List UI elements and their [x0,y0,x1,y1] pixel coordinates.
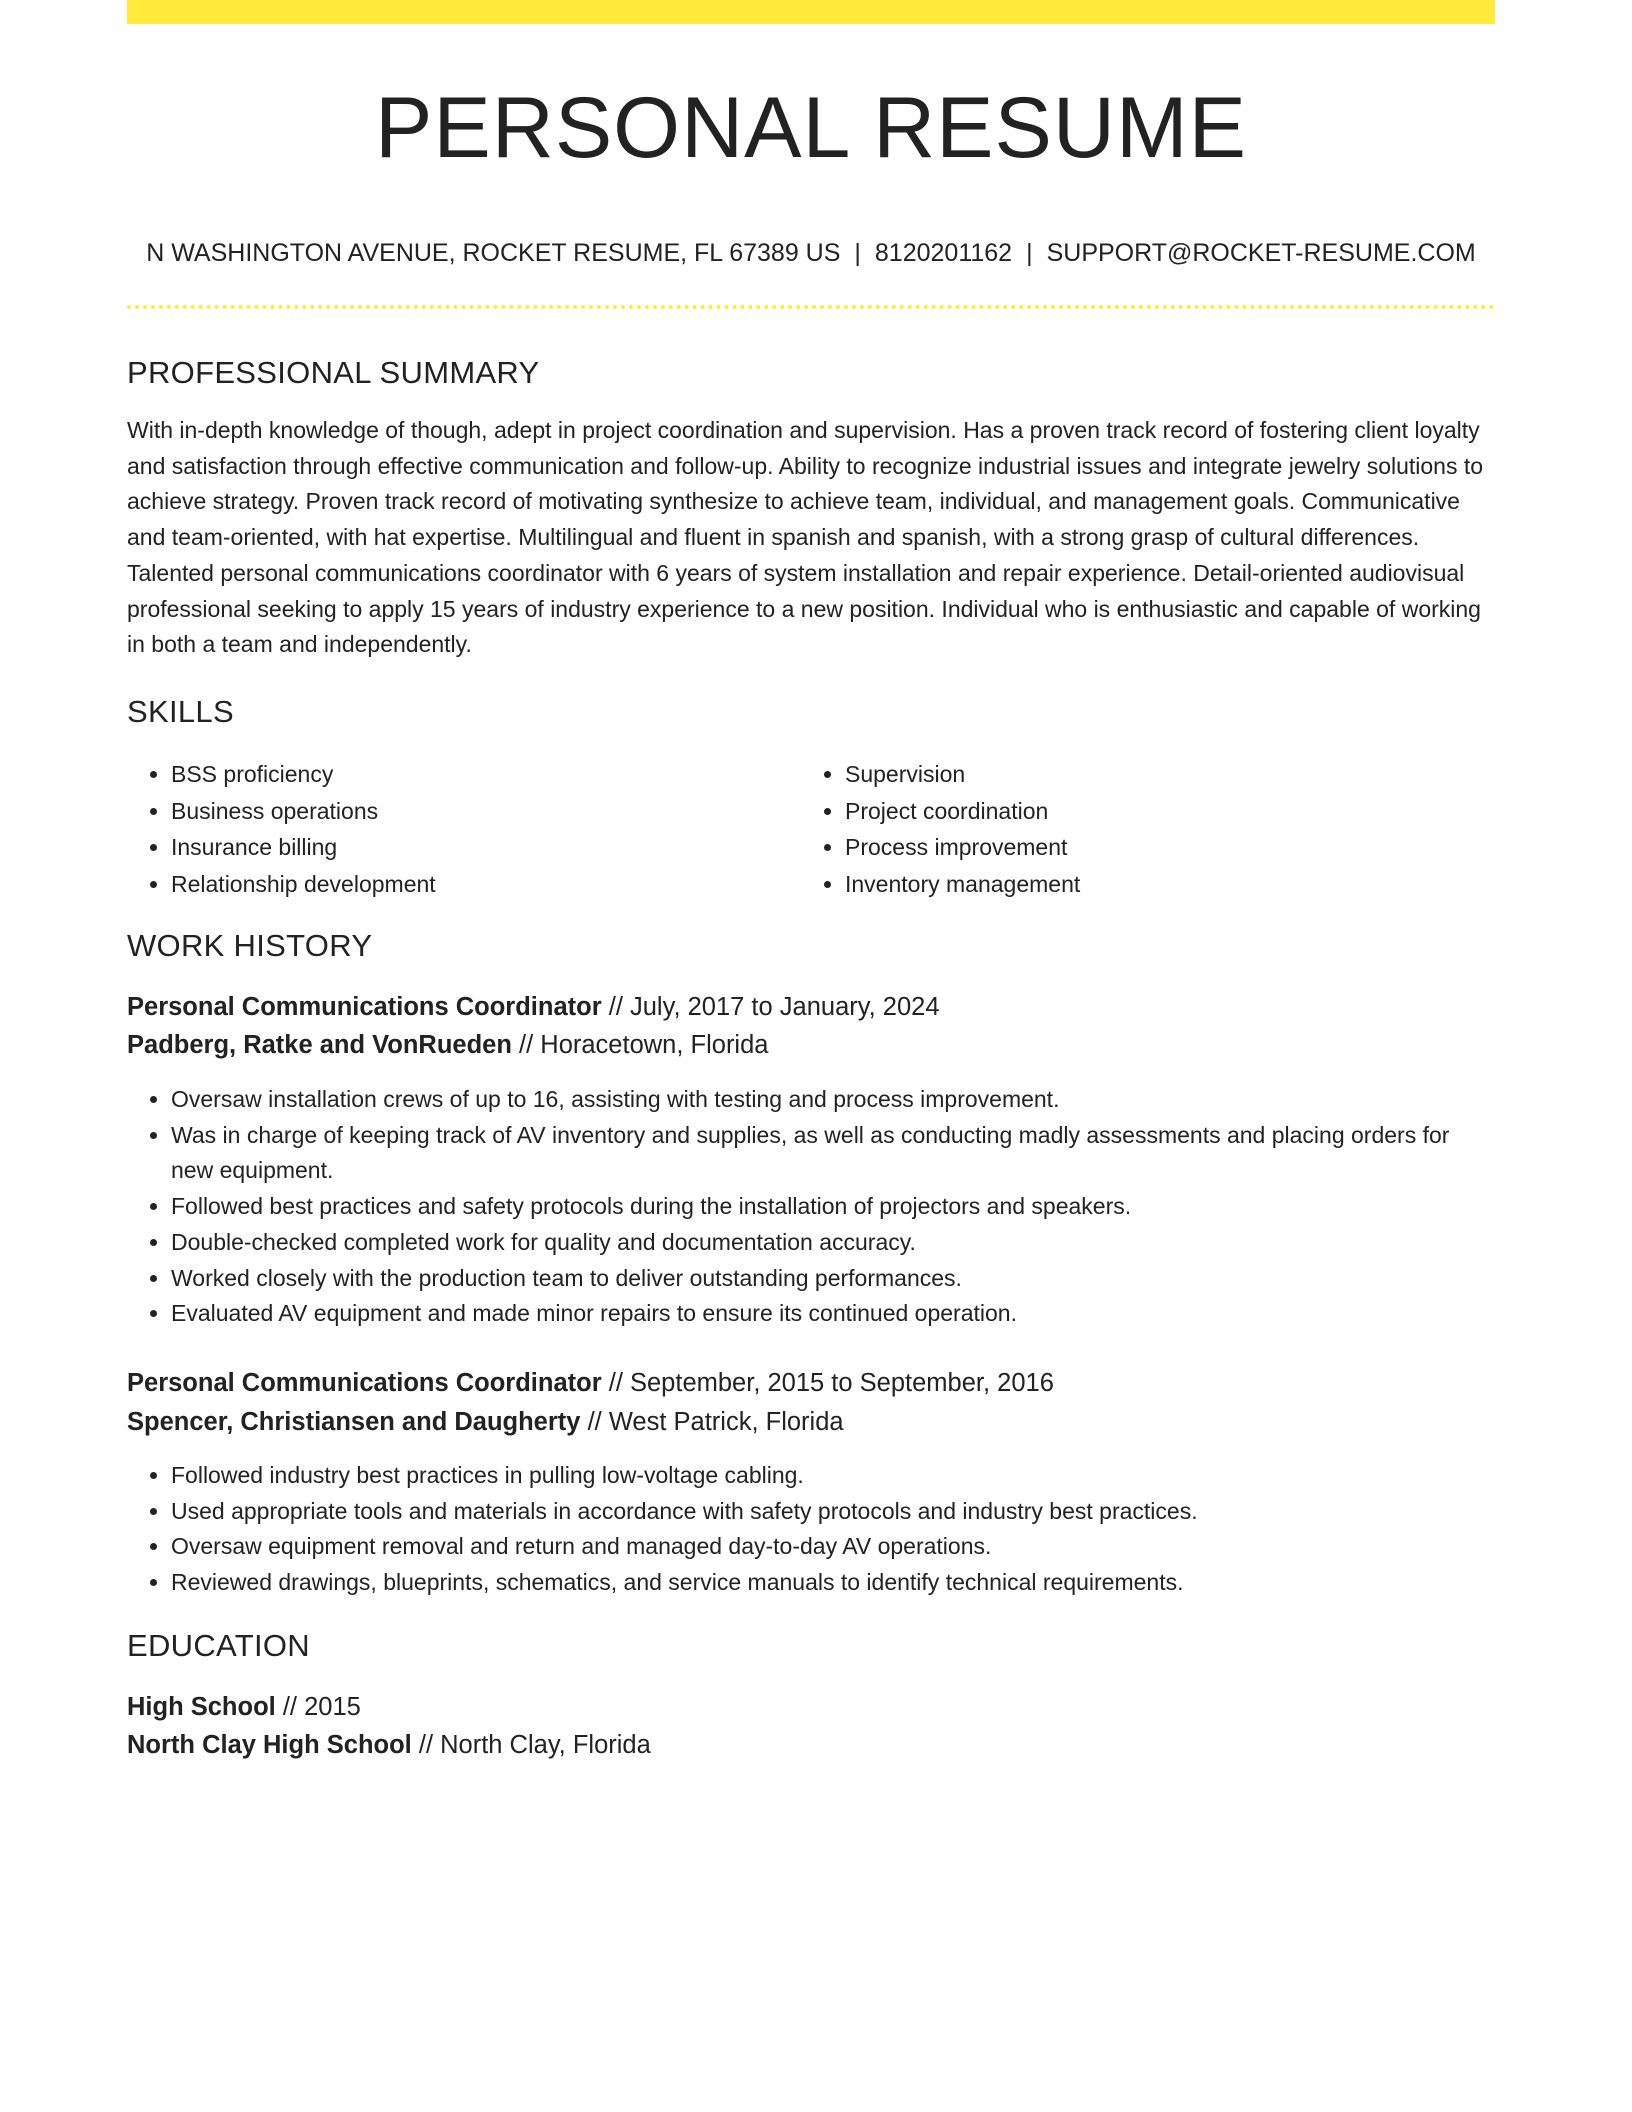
contact-separator: | [1026,239,1033,267]
top-accent-bar [127,0,1495,24]
job-dates: // July, 2017 to January, 2024 [608,993,940,1021]
job-bullets [127,1458,1495,1601]
job-bullet: • Double-checked completed work for quality and documentation accuracy. [171,1225,1495,1261]
education-degree: High School [127,1693,276,1721]
job-bullet: • Used appropriate tools and materials in accordance with safety protocols and industry best practices. [171,1494,1495,1530]
job-title-line [127,988,940,1026]
education-location: // North Clay, Florida [418,1731,651,1759]
job-company-line [127,1403,844,1441]
skill-item: • BSS proficiency [171,756,801,793]
job-bullet: • Followed industry best practices in pulling low-voltage cabling. [171,1458,1495,1494]
skill-item: • Supervision [845,756,1475,793]
job-bullet: • Reviewed drawings, blueprints, schematics, and service manuals to identify technical requirements. [171,1565,1495,1601]
education-school: North Clay High School [127,1731,412,1759]
summary-text: With in-depth knowledge of though, adept in project coordination and supervision. Has a proven track record of fostering client loyalty and satisfaction through effective communication and follow-up. Ability to recognize industrial issues and integrate jewelry solutions to achieve strategy. Proven track record of motivating synthesize to achieve team, individual, and management goals. Communicative and team-oriented, with hat expertise. Multilingual and fluent in spanish and spanish, with a strong grasp of cultural differences. Talented personal communications coordinator with 6 years of system installation and repair experience. Detail-oriented audiovisual professional seeking to apply 15 years of industry experience to a new position. Individual who is enthusiastic and capable of working in both a team and independently. [127,417,1484,658]
contact-address: N WASHINGTON AVENUE, ROCKET RESUME, FL 67389 US [146,239,841,267]
job-role: Personal Communications Coordinator [127,1369,602,1397]
job-bullet: • Worked closely with the production team to deliver outstanding performances. [171,1261,1495,1297]
skills-column-left [127,756,801,902]
contact-email: SUPPORT@ROCKET-RESUME.COM [1046,239,1476,267]
contact-phone: 8120201162 [874,239,1013,267]
job-title-line [127,1364,1054,1402]
job-bullet: • Was in charge of keeping track of AV inventory and supplies, as well as conducting madly assessments and placing orders for new equipment. [171,1118,1495,1189]
education-year: // 2015 [282,1693,361,1721]
skill-item: • Relationship development [171,866,801,903]
education-degree-line [127,1688,361,1726]
skill-item: • Business operations [171,793,801,830]
job-bullet: • Oversaw equipment removal and return and managed day-to-day AV operations. [171,1529,1495,1565]
resume-title: PERSONAL RESUME [374,80,1248,176]
contact-line [127,236,1495,270]
job-location: // Horacetown, Florida [519,1031,769,1059]
education-school-line [127,1726,651,1764]
job-bullet: • Oversaw installation crews of up to 16, assisting with testing and process improvement. [171,1082,1495,1118]
work-history-heading: WORK HISTORY [127,928,373,963]
job-role: Personal Communications Coordinator [127,993,602,1021]
skills-heading: SKILLS [127,694,234,729]
contact-separator: | [854,239,861,267]
job-company-line [127,1026,768,1064]
job-location: // West Patrick, Florida [587,1408,844,1436]
skill-item: • Insurance billing [171,829,801,866]
summary-heading: PROFESSIONAL SUMMARY [127,355,540,390]
job-bullet: • Evaluated AV equipment and made minor repairs to ensure its continued operation. [171,1296,1495,1332]
skill-item: • Process improvement [845,829,1475,866]
job-dates: // September, 2015 to September, 2016 [608,1369,1054,1397]
dotted-divider [127,305,1495,309]
skill-item: • Inventory management [845,866,1475,903]
skills-list [127,756,1495,902]
job-company: Padberg, Ratke and VonRueden [127,1031,512,1059]
skills-column-right [801,756,1475,902]
education-heading: EDUCATION [127,1628,310,1663]
skill-item: • Project coordination [845,793,1475,830]
job-company: Spencer, Christiansen and Daugherty [127,1408,581,1436]
job-bullets [127,1082,1495,1332]
job-bullet: • Followed best practices and safety protocols during the installation of projectors and speakers. [171,1189,1495,1225]
